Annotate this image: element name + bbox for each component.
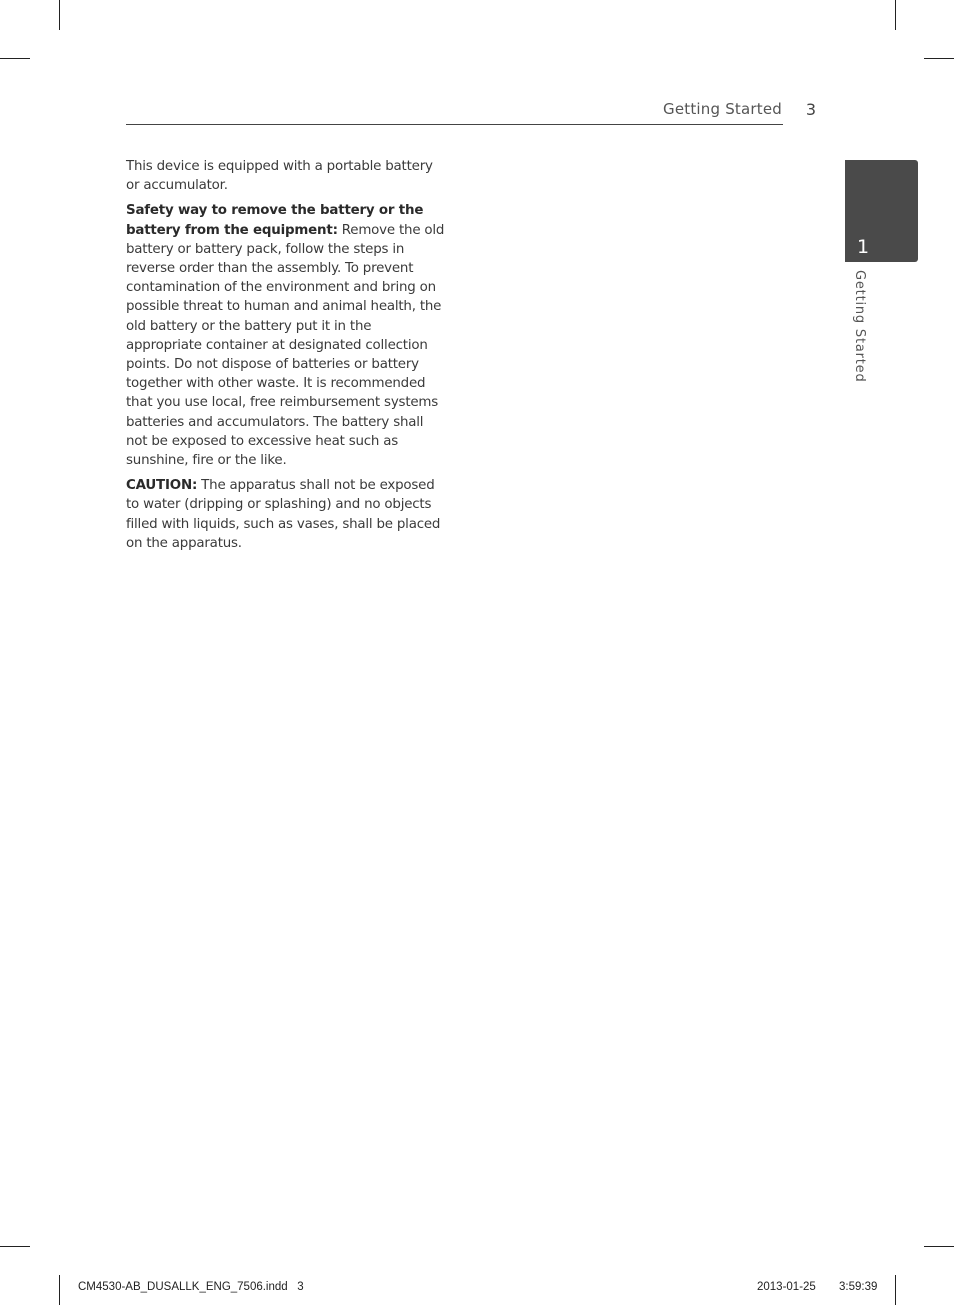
body-text-column	[126, 157, 448, 559]
crop-mark-top-right-vertical	[895, 0, 896, 30]
running-header-title: Getting Started	[663, 100, 782, 118]
footer-file-info: CM4530-AB_DUSALLK_ENG_7506.indd 3	[78, 1281, 304, 1293]
crop-mark-top-left-horizontal	[0, 58, 30, 59]
crop-mark-bottom-left-horizontal	[0, 1246, 30, 1247]
safety-heading: Safety way to remove the battery or the battery from the equipment:	[126, 203, 424, 238]
page-number: 3	[805, 100, 817, 119]
chapter-tab-label: Getting Started	[852, 270, 867, 383]
crop-mark-bottom-left-vertical	[59, 1275, 60, 1305]
crop-mark-bottom-right-horizontal	[924, 1246, 954, 1247]
caution-paragraph	[126, 476, 448, 553]
crop-mark-bottom-right-vertical	[895, 1275, 896, 1305]
caution-label: CAUTION:	[126, 478, 198, 494]
caution-text: The apparatus shall not be exposed to water (dripping or splashing) and no objects filled with liquids, such as vases, shall be placed on the apparatus.	[126, 478, 441, 551]
footer-time: 3:59:39	[839, 1281, 878, 1293]
chapter-tab	[845, 160, 918, 262]
safety-text: Remove the old battery or battery pack, follow the steps in reverse order than the assembly. To prevent contamination of the environment and bring on possible threat to human and animal health, the old battery or the battery put it in the appropriate container at designated collection points. Do not dispose of batteries or battery together with other waste. It is recommended that you use local, free reimbursement systems batteries and accumulators. The battery shall not be exposed to excessive heat such as sunshine, fire or the like.	[126, 222, 445, 469]
intro-paragraph: This device is equipped with a portable battery or accumulator.	[126, 159, 433, 194]
footer-date: 2013-01-25	[757, 1281, 816, 1293]
header-rule	[126, 124, 783, 125]
safety-paragraph	[126, 201, 448, 470]
chapter-number: 1	[857, 236, 870, 258]
crop-mark-top-left-vertical	[59, 0, 60, 30]
crop-mark-top-right-horizontal	[924, 58, 954, 59]
